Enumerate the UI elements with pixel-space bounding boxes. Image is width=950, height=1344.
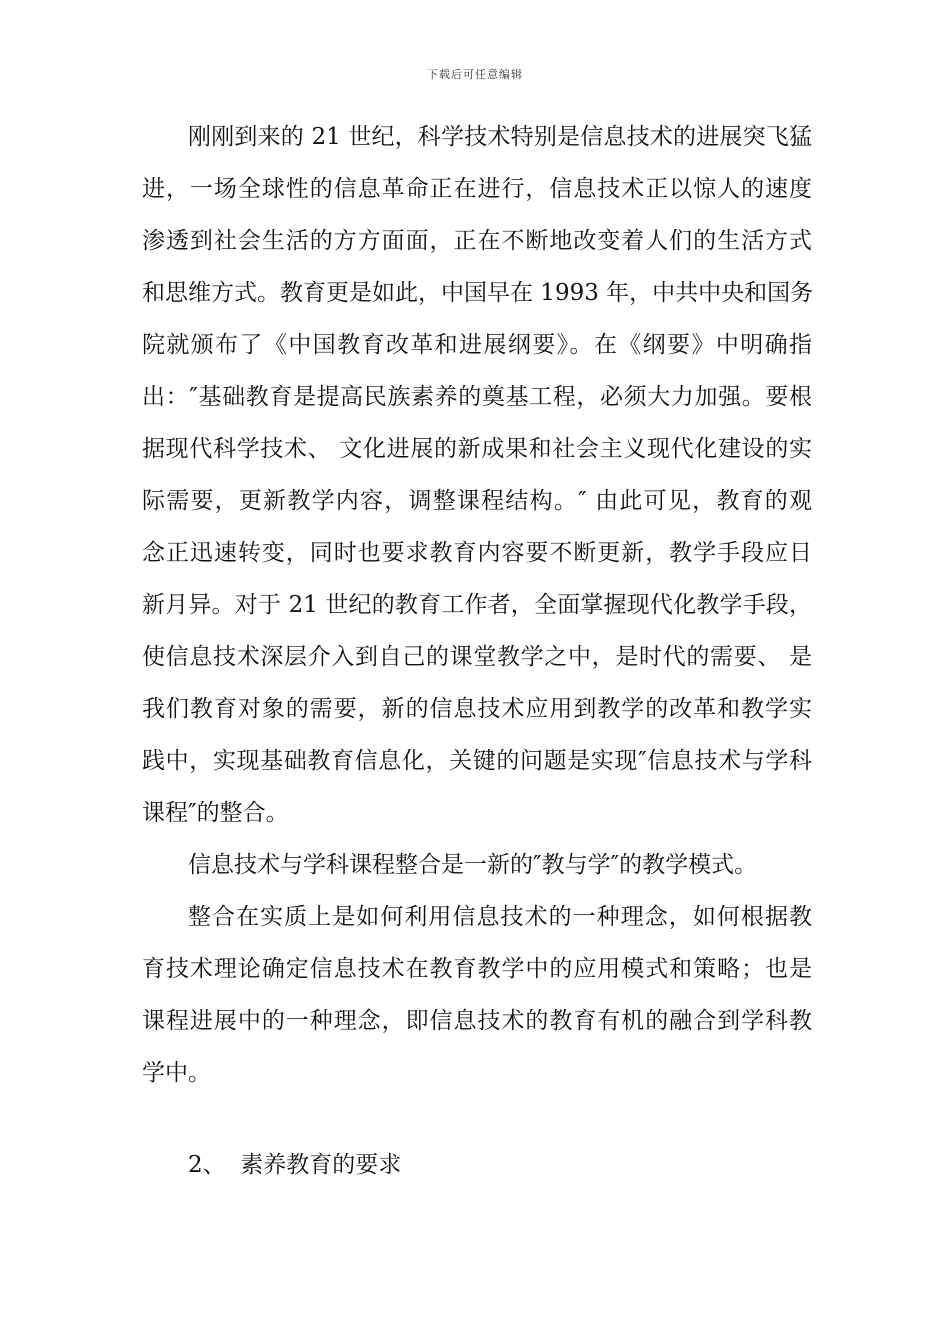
paragraph-1-line-14: 课程″的整合。 xyxy=(142,800,289,826)
page-header-note: 下载后可任意编辑 xyxy=(427,68,523,81)
paragraph-3-line-3: 课程进展中的一种理念，即信息技术的教育有机的融合到学科教 xyxy=(142,1008,812,1034)
paragraph-2-line-1: 信息技术与学科课程整合是一新的″教与学″的教学模式。 xyxy=(188,852,758,878)
paragraph-3-line-4: 学中。 xyxy=(142,1060,211,1086)
paragraph-1-line-7: 据现代科学技术、 文化进展的新成果和社会主义现代化建设的实 xyxy=(142,436,812,462)
section-heading: 2、 素养教育的要求 xyxy=(188,1152,402,1178)
paragraph-1-line-4: 和思维方式。教育更是如此，中国早在 1993 年，中共中央和国务 xyxy=(142,280,814,306)
paragraph-1-line-11: 使信息技术深层介入到自己的课堂教学之中，是时代的需要、 是 xyxy=(142,644,812,670)
paragraph-1-line-13: 践中，实现基础教育信息化，关键的问题是实现″信息技术与学科 xyxy=(142,748,812,774)
paragraph-1-line-6: 出：″基础教育是提高民族素养的奠基工程，必须大力加强。要根 xyxy=(142,384,812,410)
paragraph-1-line-2: 进，一场全球性的信息革命正在进行，信息技术正以惊人的速度 xyxy=(142,176,812,202)
paragraph-3-line-2: 育技术理论确定信息技术在教育教学中的应用模式和策略；也是 xyxy=(142,956,812,982)
paragraph-1-line-5: 院就颁布了《中国教育改革和进展纲要》。在《纲要》中明确指 xyxy=(142,332,812,358)
paragraph-1-line-3: 渗透到社会生活的方方面面，正在不断地改变着人们的生活方式 xyxy=(142,228,812,254)
paragraph-3-line-1: 整合在实质上是如何利用信息技术的一种理念，如何根据教 xyxy=(188,904,812,930)
paragraph-1-line-8: 际需要，更新教学内容，调整课程结构。″ 由此可见，教育的观 xyxy=(142,488,812,514)
paragraph-1-line-10: 新月异。对于 21 世纪的教育工作者，全面掌握现代化教学手段， xyxy=(142,592,812,618)
paragraph-1-line-12: 我们教育对象的需要，新的信息技术应用到教学的改革和教学实 xyxy=(142,696,812,722)
paragraph-1-line-1: 刚刚到来的 21 世纪，科学技术特别是信息技术的进展突飞猛 xyxy=(188,124,812,150)
paragraph-1-line-9: 念正迅速转变，同时也要求教育内容要不断更新，教学手段应日 xyxy=(142,540,812,566)
